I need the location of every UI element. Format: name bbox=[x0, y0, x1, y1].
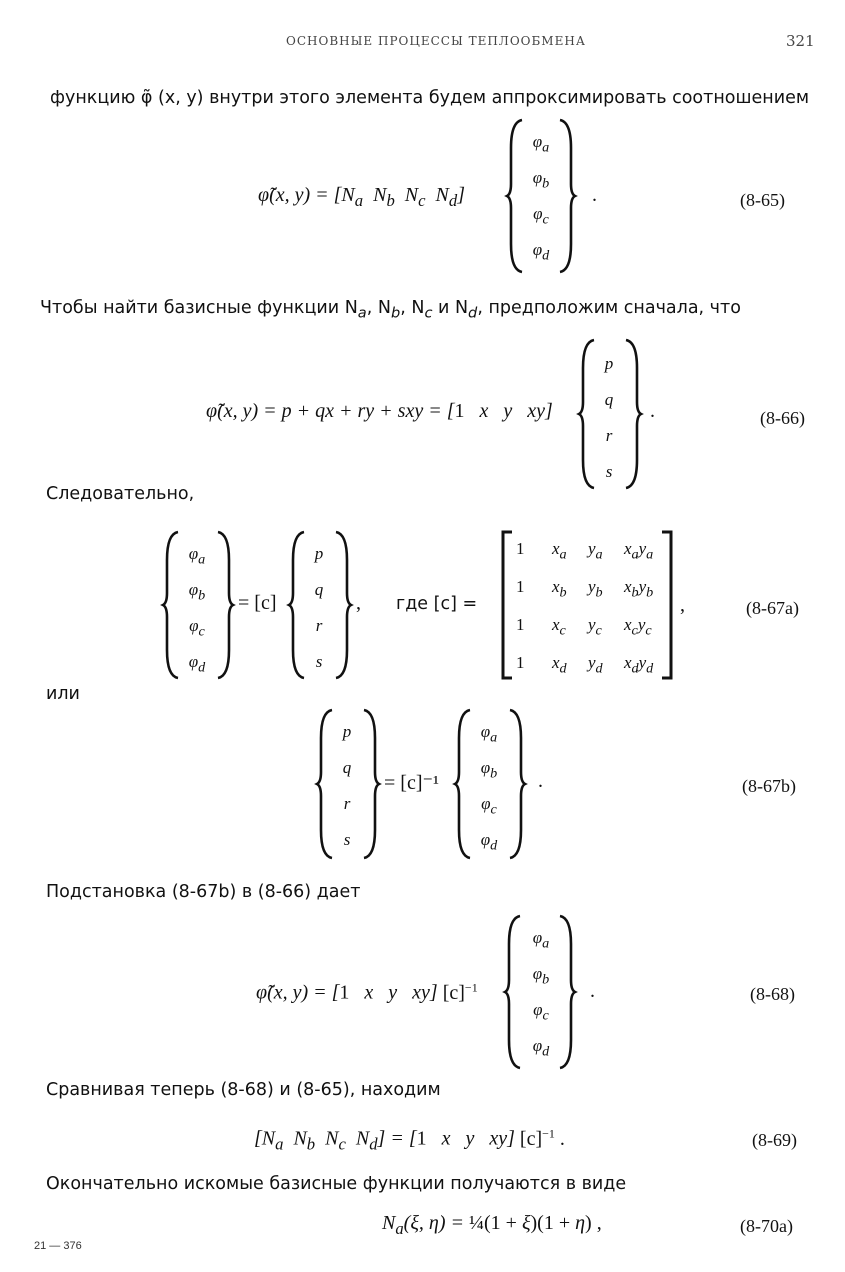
eq-8-70a-number: (8-70a) bbox=[740, 1216, 793, 1236]
paragraph-line-3: Следовательно, bbox=[46, 484, 195, 504]
paragraph-line-6: Сравнивая теперь (8-68) и (8-65), находим bbox=[46, 1080, 441, 1100]
eq-8-68-period: . bbox=[590, 980, 595, 1002]
eq-8-69: [$N_a$ $N_b$ $N_c$ $N_d] = [1$ x y xy] $[c]^{-1}$ . bbox=[254, 1126, 565, 1154]
eq-8-67b-lhs-vector: p q r s bbox=[342, 722, 352, 849]
eq-8-67a-number: (8-67a) bbox=[746, 598, 799, 618]
left-brace-icon bbox=[316, 708, 336, 860]
eq-8-68-vector: $\varphi_a$ $\varphi_b$ $\varphi_c$ $\varphi_d$ bbox=[532, 928, 550, 1060]
eq-8-65-number: (8-65) bbox=[740, 190, 785, 210]
paragraph-line-4: или bbox=[46, 684, 80, 704]
right-brace-icon bbox=[332, 530, 352, 680]
left-brace-icon bbox=[578, 338, 598, 490]
eq-8-67b-equals: = [c]⁻¹ bbox=[384, 772, 440, 794]
eq-8-67a-rhs-vector: p q r s bbox=[314, 544, 324, 671]
eq-8-66-period: . bbox=[650, 400, 655, 422]
eq-8-65-lhs: φ̃(x, $y) = [N_a$ $N_b$ $N_c$ $N_d$] bbox=[258, 184, 465, 210]
left-brace-icon bbox=[504, 914, 524, 1070]
left-brace-icon bbox=[454, 708, 474, 860]
paragraph-line-7: Окончательно искомые базисные функции получаются в виде bbox=[46, 1174, 627, 1194]
eq-8-67a-equals-c: = [c] bbox=[238, 592, 277, 614]
right-brace-icon bbox=[360, 708, 380, 860]
right-bracket-icon bbox=[660, 530, 674, 680]
eq-8-67a-where: где [c] = bbox=[396, 594, 478, 614]
eq-8-66-lhs: φ̃(x, y) = p + qx + ry + sxy = [1 x y xy] bbox=[206, 400, 553, 422]
eq-8-67a-tail: , bbox=[680, 594, 685, 616]
right-brace-icon bbox=[622, 338, 642, 490]
eq-8-67b-number: (8-67b) bbox=[742, 776, 796, 796]
eq-8-65-vector: $\varphi_a$ $\varphi_b$ $\varphi_c$ $\varphi_d$ bbox=[532, 132, 550, 264]
left-brace-icon bbox=[162, 530, 182, 680]
eq-8-67a-comma: , bbox=[356, 592, 361, 614]
paragraph-line-2: Чтобы найти базисные функции $N_a$, $N_b$, $N_c$ и $N_d$, предположим сначала, что bbox=[40, 298, 741, 322]
eq-8-65-period: . bbox=[592, 184, 597, 206]
printer-signature: 21 — 376 bbox=[34, 1240, 82, 1252]
eq-8-68-number: (8-68) bbox=[750, 984, 795, 1004]
page-number: 321 bbox=[786, 32, 815, 50]
paragraph-line-5: Подстановка (8-67b) в (8-66) дает bbox=[46, 882, 361, 902]
paragraph-line-1: функцию φ̃ (x, y) внутри этого элемента будем аппроксимировать соотношением bbox=[50, 88, 810, 108]
eq-8-67b-rhs-vector: $\varphi_a$ $\varphi_b$ $\varphi_c$ $\varphi_d$ bbox=[480, 722, 498, 854]
eq-8-66-number: (8-66) bbox=[760, 408, 805, 428]
eq-8-69-number: (8-69) bbox=[752, 1130, 797, 1150]
right-brace-icon bbox=[506, 708, 526, 860]
right-brace-icon bbox=[556, 914, 576, 1070]
eq-8-68-lhs: φ̃(x, y) = [1 x y xy] $[c]^{-1}$ bbox=[256, 980, 478, 1004]
eq-8-70a: $N_a(\xi$, η) = ¼(1 + ξ)(1 + η) , bbox=[382, 1212, 602, 1238]
right-brace-icon bbox=[214, 530, 234, 680]
right-brace-icon bbox=[556, 118, 576, 274]
eq-8-67a-matrix: 1 $x_a$ $y_a$ $x_ay_a$ 1 $x_b$ $y_b$ $x_by_b$ 1 $x_c$ $y_c$ $x_cy_c$ 1 $x_d$ $y_d$ $x_dy_d$ bbox=[516, 539, 654, 677]
running-title: ОСНОВНЫЕ ПРОЦЕССЫ ТЕПЛООБМЕНА bbox=[286, 34, 586, 48]
eq-8-66-vector: p q r s bbox=[604, 354, 614, 481]
eq-8-67a-lhs-vector: $\varphi_a$ $\varphi_b$ $\varphi_c$ $\varphi_d$ bbox=[188, 544, 206, 676]
left-brace-icon bbox=[288, 530, 308, 680]
eq-8-67b-period: . bbox=[538, 770, 543, 792]
left-brace-icon bbox=[506, 118, 526, 274]
left-bracket-icon bbox=[500, 530, 514, 680]
